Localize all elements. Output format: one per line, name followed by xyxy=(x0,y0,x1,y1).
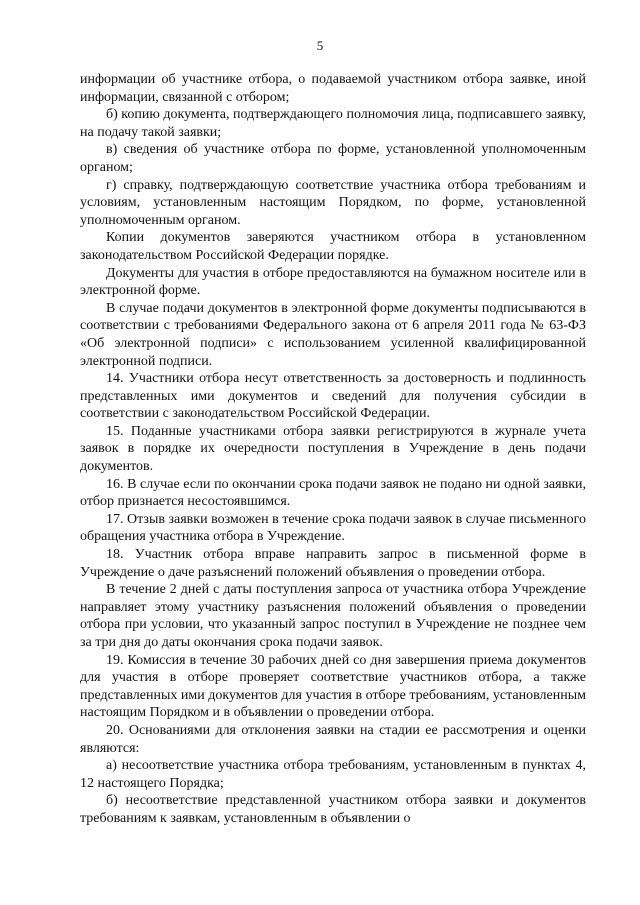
paragraph-item-g: г) справку, подтверждающую соответствие участника отбора требованиям и условиям, установленным настоящим Порядком, по форме, установленной уполномоченным органом. xyxy=(80,177,586,228)
paragraph-documents-form: Документы для участия в отборе предоставляются на бумажном носителе или в электронной форме. xyxy=(80,265,586,299)
paragraph-16: 16. В случае если по окончании срока подачи заявок не подано ни одной заявки, отбор признается несостоявшимся. xyxy=(80,476,586,510)
paragraph-continuation: информации об участнике отбора, о подаваемой участником отбора заявке, иной информации, связанной с отбором; xyxy=(80,72,586,105)
paragraph-item-v: в) сведения об участнике отбора по форме, установленной уполномоченным органом; xyxy=(80,142,586,175)
paragraph-18: 18. Участник отбора вправе направить запрос в письменной форме в Учреждение о даче разъяснений положений объявления о проведении отбора. xyxy=(80,547,586,580)
paragraph-19: 19. Комиссия в течение 30 рабочих дней со дня завершения приема документов для участия в отборе проверяет соответствие участников отбора, а также представленных ими документов для участия в отборе требованиям, установленным настоящим Порядком и в объявлении о проведении отбора. xyxy=(80,652,586,721)
paragraph-14: 14. Участники отбора несут ответственность за достоверность и подлинность представленных ими документов и сведений для получения субсидии в соответствии с законодательством Российской Федерации. xyxy=(80,371,586,422)
paragraph-15: 15. Поданные участниками отбора заявки регистрируются в журнале учета заявок в порядке их очередности поступления в Учреждение в день подачи документов. xyxy=(80,423,586,475)
paragraph-copies: Копии документов заверяются участником отбора в установленном законодательством Российской Федерации порядке. xyxy=(80,230,586,263)
document-body xyxy=(80,71,586,828)
paragraph-item-b: б) копию документа, подтверждающего полномочия лица, подписавшего заявку, на подачу такой заявки; xyxy=(80,107,586,140)
paragraph-20-item-a: а) несоответствие участника отбора требованиям, установленным в пунктах 4, 12 настоящего Порядка; xyxy=(80,758,586,791)
paragraph-20-item-b: б) несоответствие представленной участником отбора заявки и документов требованиям к заявкам, установленным в объявлении о xyxy=(80,793,586,826)
page-number: 5 xyxy=(316,38,324,53)
paragraph-17: 17. Отзыв заявки возможен в течение срока подачи заявок в случае письменного обращения участника отбора в Учреждение. xyxy=(80,511,586,545)
paragraph-20: 20. Основаниями для отклонения заявки на стадии ее рассмотрения и оценки являются: xyxy=(80,722,586,756)
paragraph-18-clarification: В течение 2 дней с даты поступления запроса от участника отбора Учреждение направляет этому участнику разъяснения положений объявления о проведении отбора при условии, что указанный запрос поступил в Учреждение не позднее чем за три дня до даты окончания срока подачи заявок. xyxy=(80,582,586,650)
paragraph-electronic-signature: В случае подачи документов в электронной форме документы подписываются в соответствии с требованиями Федерального закона от 6 апреля 2011 года № 63-ФЗ «Об электронной подписи» с использованием усиленной квалифицированной электронной подписи. xyxy=(80,300,586,369)
